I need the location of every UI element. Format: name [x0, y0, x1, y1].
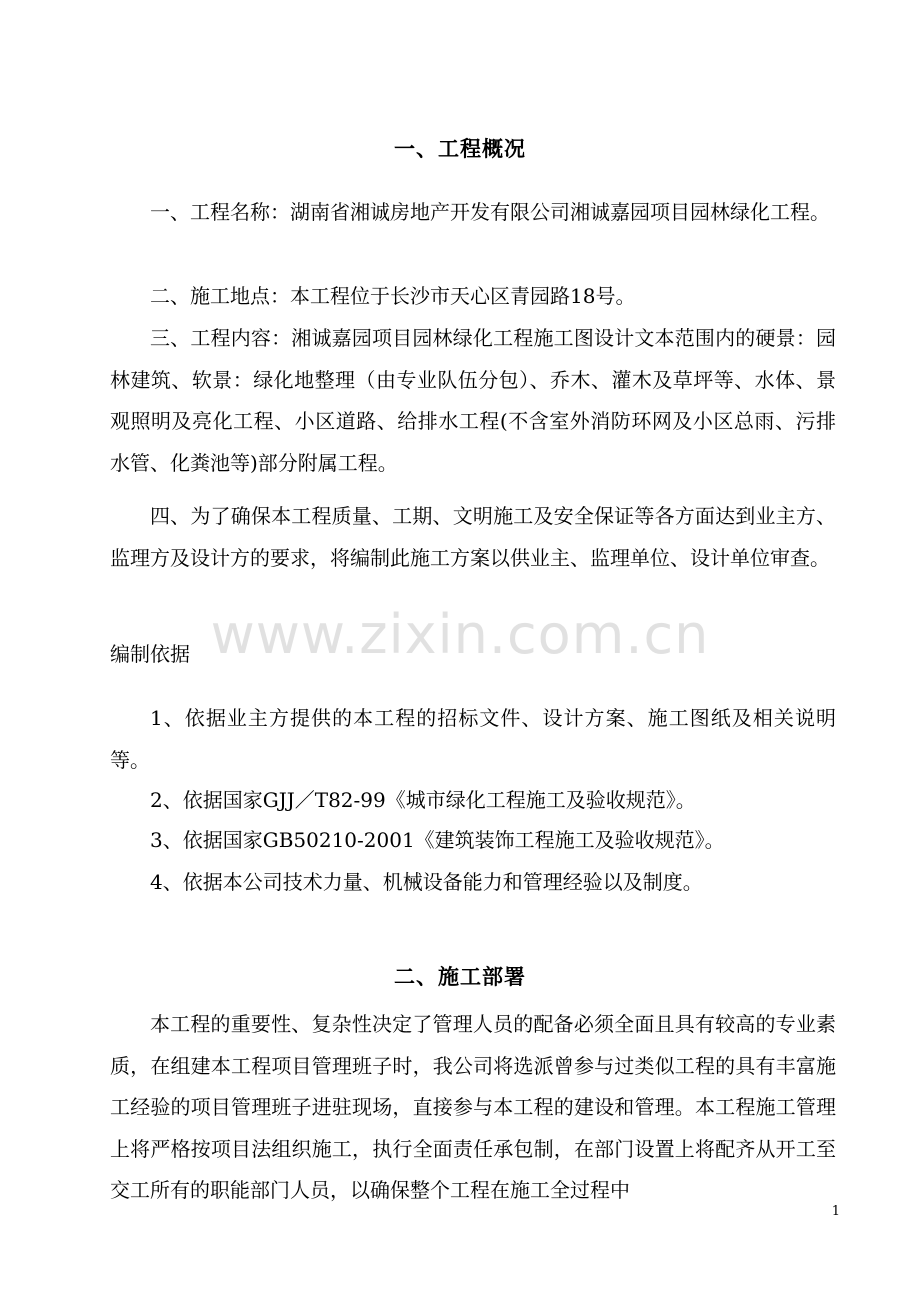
- project-purpose-paragraph: 四、为了确保本工程质量、工期、文明施工及安全保证等各方面达到业主方、监理方及设计方的要求，将编制此施工方案以供业主、监理单位、设计单位审查。: [110, 504, 836, 570]
- project-content-paragraph: 三、工程内容：湘诚嘉园项目园林绿化工程施工图设计文本范围内的硬景：园林建筑、软景：绿化地整理（由专业队伍分包）、乔木、灌木及草坪等、水体、景观照明及亮化工程、小区道路、给排水工程(不含室外消防环网及小区总雨、污排水管、化粪池等)部分附属工程。: [110, 326, 836, 475]
- basis-title: 编制依据: [110, 642, 190, 666]
- project-location-paragraph: 二、施工地点：本工程位于长沙市天心区青园路18号。: [150, 284, 636, 308]
- page-number: 1: [831, 1204, 840, 1219]
- basis-item-1: 1、依据业主方提供的本工程的招标文件、设计方案、施工图纸及相关说明等。: [110, 706, 836, 772]
- basis-item-3: 3、依据国家GB50210-2001《建筑装饰工程施工及验收规范》。: [150, 828, 725, 852]
- basis-item-2: 2、依据国家GJJ／T82-99《城市绿化工程施工及验收规范》。: [150, 788, 696, 812]
- watermark: www.zixin.com.cn: [210, 603, 710, 666]
- project-name-paragraph: 一、工程名称：湖南省湘诚房地产开发有限公司湘诚嘉园项目园林绿化工程。: [150, 200, 830, 224]
- basis-item-4: 4、依据本公司技术力量、机械设备能力和管理经验以及制度。: [150, 870, 703, 894]
- deployment-paragraph: 本工程的重要性、复杂性决定了管理人员的配备必须全面且具有较高的专业素质，在组建本工程项目管理班子时，我公司将选派曾参与过类似工程的具有丰富施工经验的项目管理班子进驻现场，直接参与本工程的建设和管理。本工程施工管理上将严格按项目法组织施工，执行全面责任承包制，在部门设置上将配齐从开工至交工所有的职能部门人员，以确保整个工程在施工全过程中: [110, 1012, 836, 1202]
- section-1-title: 一、工程概况: [394, 136, 526, 161]
- section-2-title: 二、施工部署: [394, 964, 526, 989]
